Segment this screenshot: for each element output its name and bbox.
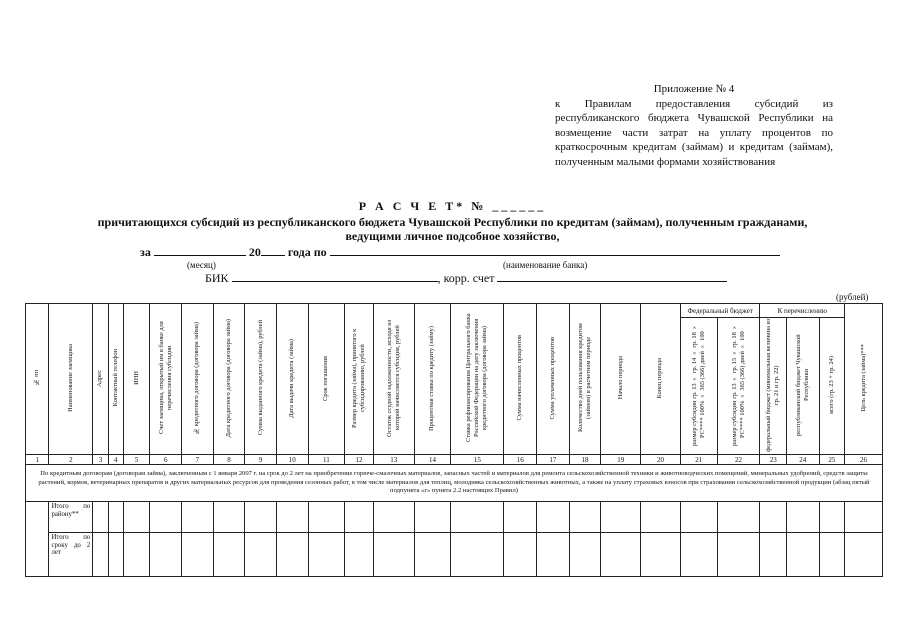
col-header-3: Адрес: [93, 304, 108, 455]
table-cell[interactable]: [26, 502, 49, 533]
period-year-prefix: 20: [248, 245, 261, 259]
table-cell[interactable]: [537, 502, 570, 533]
col-number: 7: [182, 455, 214, 465]
table-cell[interactable]: [93, 502, 108, 533]
month-caption: (месяц): [187, 260, 216, 270]
section-note-row: [26, 465, 883, 502]
table-cell[interactable]: [845, 502, 883, 533]
year-field[interactable]: [261, 244, 285, 256]
table-cell[interactable]: [601, 502, 641, 533]
appendix-title: Приложение № 4: [653, 83, 735, 95]
col-header-16: Сумма начисленных процентов: [504, 304, 537, 455]
table-cell[interactable]: [108, 533, 123, 577]
total-region-label: Итого по району**: [49, 502, 93, 533]
table-cell[interactable]: [845, 533, 883, 577]
col-number: 1: [26, 455, 49, 465]
table-cell[interactable]: [26, 533, 49, 577]
table-cell[interactable]: [345, 533, 374, 577]
month-field[interactable]: [154, 244, 246, 256]
table-cell[interactable]: [504, 502, 537, 533]
document-subtitle-line1: причитающихся субсидий из республиканского бюджета Чувашской Республики по кредитам (займам), полученным гражданами,: [97, 215, 808, 229]
table-cell[interactable]: [108, 502, 123, 533]
table-cell[interactable]: [601, 533, 641, 577]
col-number: 4: [108, 455, 123, 465]
table-cell[interactable]: [93, 533, 108, 577]
col-number: 10: [276, 455, 308, 465]
table-cell[interactable]: [150, 502, 182, 533]
col-number: 6: [150, 455, 182, 465]
col-header-21: размер субсидии гр. 13 × гр. 14 × гр. 18 × РС**** 100% × 365 (366) дней × 100: [680, 318, 717, 455]
table-cell[interactable]: [680, 533, 717, 577]
table-cell[interactable]: [276, 533, 308, 577]
table-cell[interactable]: [123, 502, 150, 533]
col-header-19: Начало периода: [601, 304, 641, 455]
table-cell[interactable]: [641, 502, 681, 533]
col-header-20: Конец периода: [641, 304, 681, 455]
col-number: 21: [680, 455, 717, 465]
period-line: [140, 244, 780, 260]
table-cell[interactable]: [276, 502, 308, 533]
col-number: 15: [451, 455, 504, 465]
calculation-table: [25, 303, 883, 577]
document-subtitle-line2: ведущими личное подсобное хозяйство,: [345, 229, 560, 243]
table-cell[interactable]: [213, 502, 245, 533]
section-note: По кредитным договорам (договорам займа), заключенным с 1 января 2007 г. на срок до 2 лет на приобретение горюче-смазочных материалов, запасных частей и материалов для ремонта сельскохозяйственной техники и животноводческих помещений, минеральных удобрений, средств защиты растений, кормов, ветеринарных препаратов и других материальных ресурсов для проведения сезонных работ, в том числе материалов для теплиц, молодняка сельскохозяйственных животных, а также на уплату страховых взносов при страховании сельскохозяйственной продукции (абзац пятый подпункта «г» пункта 2.2 настоящих Правил): [26, 465, 883, 502]
col-number: 20: [641, 455, 681, 465]
bank-caption: (наименование банка): [503, 260, 588, 270]
table-cell[interactable]: [182, 533, 214, 577]
table-cell[interactable]: [373, 502, 414, 533]
period-year-suffix: года по: [287, 245, 327, 259]
col-header-7: № кредитного договора (договора займа): [182, 304, 214, 455]
table-cell[interactable]: [569, 502, 601, 533]
table-cell[interactable]: [245, 533, 277, 577]
col-header-13: Остаток ссудной задолженности, исходя из которой начисляется субсидия, рублей: [373, 304, 414, 455]
bik-line: [205, 270, 727, 286]
period-za-label: за: [140, 245, 151, 259]
col-number: 16: [504, 455, 537, 465]
col-number: 12: [345, 455, 374, 465]
corr-account-field[interactable]: [497, 270, 727, 282]
table-cell[interactable]: [451, 533, 504, 577]
table-cell[interactable]: [123, 533, 150, 577]
table-cell[interactable]: [345, 502, 374, 533]
appendix-text: к Правилам предоставления субсидий из республиканского бюджета Чувашской Республики на возмещение части затрат на уплату процентов по краткосрочным кредитам (займам) и кредитам (займам), полученным малыми формами хозяйствования: [555, 97, 833, 168]
col-number: 23: [760, 455, 787, 465]
table-cell[interactable]: [373, 533, 414, 577]
bik-label: БИК: [205, 271, 229, 285]
table-cell[interactable]: [717, 533, 760, 577]
table-cell[interactable]: [819, 502, 845, 533]
table-cell[interactable]: [569, 533, 601, 577]
col-number: 8: [213, 455, 245, 465]
col-number: 13: [373, 455, 414, 465]
col-number: 24: [786, 455, 819, 465]
table-cell[interactable]: [308, 502, 345, 533]
col-header-24: республиканский бюджет Чувашской Республики: [786, 318, 819, 455]
units-label: (рублей): [836, 292, 869, 302]
table-cell[interactable]: [451, 502, 504, 533]
table-cell[interactable]: [680, 502, 717, 533]
col-header-15: Ставка рефинансирования Центрального банка Российской Федерации на дату заключения кредитного договора (договора займа): [451, 304, 504, 455]
corr-account-label: , корр. счет: [437, 271, 495, 285]
column-number-row: [26, 455, 883, 465]
col-number: 25: [819, 455, 845, 465]
bank-name-field[interactable]: [330, 244, 780, 256]
col-header-9: Сумма выданного кредита (займа), рублей: [245, 304, 277, 455]
table-cell[interactable]: [245, 502, 277, 533]
total-term-label: Итого по сроку до 2 лет: [49, 533, 93, 577]
col-header-8: Дата кредитного договора (договора займа): [213, 304, 245, 455]
col-header-25: всего (гр. 23 + гр. 24): [819, 318, 845, 455]
appendix-block: [555, 82, 833, 170]
table-row: [26, 502, 883, 533]
table-cell[interactable]: [414, 502, 451, 533]
col-header-6: Счет заемщика, открытый им в банке для перечисления субсидии: [150, 304, 182, 455]
group-header-federal: Федеральный бюджет: [680, 304, 760, 318]
col-number: 19: [601, 455, 641, 465]
table-cell[interactable]: [786, 533, 819, 577]
col-header-12: Размер кредита (займа), принятого к субсидированию, рублей: [345, 304, 374, 455]
table-cell[interactable]: [308, 533, 345, 577]
group-header-transfer: К перечислению: [760, 304, 845, 318]
table-cell[interactable]: [504, 533, 537, 577]
table-cell[interactable]: [717, 502, 760, 533]
table-cell[interactable]: [641, 533, 681, 577]
col-header-2: Наименование заемщика: [49, 304, 93, 455]
table-cell[interactable]: [213, 533, 245, 577]
col-header-22: размер субсидии гр. 13 × гр. 15 × гр. 18 × РС**** 100% × 365 (366) дней × 100: [717, 318, 760, 455]
col-header-26: Цель кредита (займа)***: [845, 304, 883, 455]
table-cell[interactable]: [819, 533, 845, 577]
col-number: 5: [123, 455, 150, 465]
col-number: 2: [49, 455, 93, 465]
col-number: 18: [569, 455, 601, 465]
col-number: 9: [245, 455, 277, 465]
col-header-23: федеральный бюджет (минимальная величина из гр. 21 и гр. 22): [760, 318, 787, 455]
col-number: 17: [537, 455, 570, 465]
col-header-1: № пп: [26, 304, 49, 455]
col-header-5: ИНН: [123, 304, 150, 455]
col-header-14: Процентная ставка по кредиту (займу): [414, 304, 451, 455]
col-header-17: Сумма уплаченных процентов: [537, 304, 570, 455]
table-cell[interactable]: [414, 533, 451, 577]
table-cell[interactable]: [537, 533, 570, 577]
table-cell[interactable]: [760, 502, 787, 533]
bik-field[interactable]: [232, 270, 438, 282]
table-row: [26, 533, 883, 577]
col-number: 11: [308, 455, 345, 465]
col-header-18: Количество дней пользования кредитом (займом) в расчетном периоде: [569, 304, 601, 455]
col-header-10: Дата выдачи кредита (займа): [276, 304, 308, 455]
col-number: 14: [414, 455, 451, 465]
table-cell[interactable]: [182, 502, 214, 533]
table-cell[interactable]: [150, 533, 182, 577]
col-header-11: Срок погашения: [308, 304, 345, 455]
col-number: 26: [845, 455, 883, 465]
document-title: Р А С Ч Е Т* № ______: [358, 199, 547, 213]
table-cell[interactable]: [786, 502, 819, 533]
col-number: 3: [93, 455, 108, 465]
col-number: 22: [717, 455, 760, 465]
table-cell[interactable]: [760, 533, 787, 577]
col-header-4: Контактный телефон: [108, 304, 123, 455]
